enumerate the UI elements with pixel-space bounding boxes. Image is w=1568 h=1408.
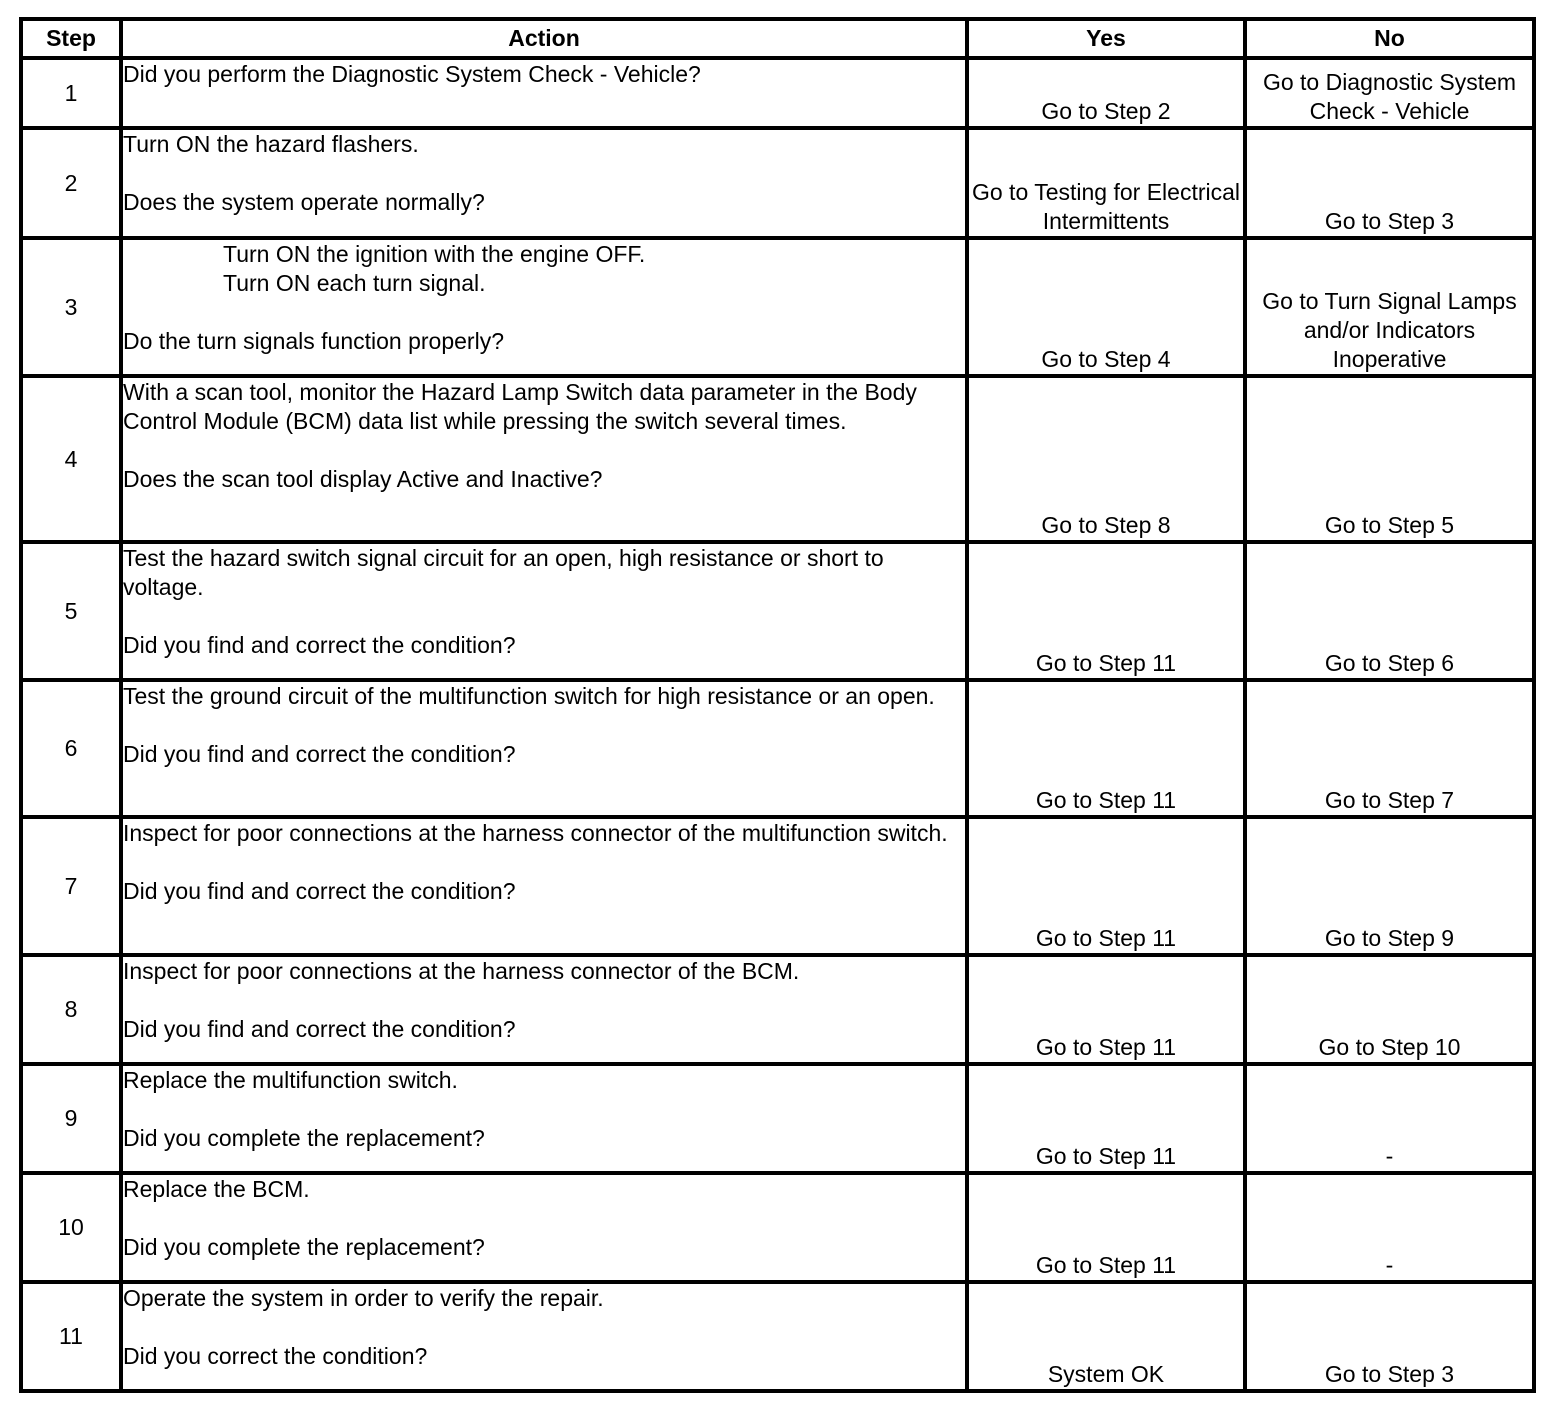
table-row <box>21 1173 1534 1282</box>
action-instruction: Turn ON the hazard flashers. <box>123 131 419 157</box>
action-cell <box>121 542 967 680</box>
yes-cell: Go to Step 4 <box>967 238 1245 376</box>
action-cell <box>121 376 967 542</box>
no-cell: Go to Step 3 <box>1245 1282 1534 1391</box>
action-cell <box>121 238 967 376</box>
yes-cell: Go to Step 11 <box>967 680 1245 817</box>
action-question: Did you find and correct the condition? <box>123 878 516 904</box>
action-cell <box>121 1282 967 1391</box>
table-row <box>21 1282 1534 1391</box>
step-number: 2 <box>21 128 121 238</box>
action-question: Did you complete the replacement? <box>123 1234 485 1260</box>
no-cell: Go to Step 10 <box>1245 955 1534 1064</box>
table-row <box>21 128 1534 238</box>
no-cell: Go to Diagnostic System Check - Vehicle <box>1245 58 1534 128</box>
action-cell <box>121 817 967 955</box>
step-number: 6 <box>21 680 121 817</box>
yes-cell: Go to Step 11 <box>967 1064 1245 1173</box>
action-cell <box>121 128 967 238</box>
step-number: 1 <box>21 58 121 128</box>
action-question: Did you find and correct the condition? <box>123 1016 516 1042</box>
yes-cell: Go to Step 11 <box>967 1173 1245 1282</box>
no-cell: Go to Step 3 <box>1245 128 1534 238</box>
yes-cell: Go to Testing for Electrical Intermittents <box>967 128 1245 238</box>
action-question: Did you complete the replacement? <box>123 1125 485 1151</box>
action-question: Do the turn signals function properly? <box>123 328 504 354</box>
table-row <box>21 376 1534 542</box>
table-row <box>21 542 1534 680</box>
action-instruction: With a scan tool, monitor the Hazard Lamp Switch data parameter in the Body Control Module (BCM) data list while pressing the switch several times. <box>123 379 924 434</box>
table-row <box>21 680 1534 817</box>
yes-cell: Go to Step 11 <box>967 955 1245 1064</box>
action-instruction: Inspect for poor connections at the harness connector of the BCM. <box>123 958 800 984</box>
action-instruction: Inspect for poor connections at the harness connector of the multifunction switch. <box>123 820 948 846</box>
no-cell: - <box>1245 1173 1534 1282</box>
no-cell: Go to Turn Signal Lamps and/or Indicators Inoperative <box>1245 238 1534 376</box>
action-instruction: Test the ground circuit of the multifunction switch for high resistance or an open. <box>123 683 935 709</box>
yes-cell: System OK <box>967 1282 1245 1391</box>
action-instruction: Replace the BCM. <box>123 1176 310 1202</box>
action-instruction: Turn ON the ignition with the engine OFF. <box>223 241 646 267</box>
action-question: Does the scan tool display Active and Inactive? <box>123 466 603 492</box>
yes-cell: Go to Step 11 <box>967 542 1245 680</box>
header-no: No <box>1245 19 1534 58</box>
table-row <box>21 238 1534 376</box>
step-number: 5 <box>21 542 121 680</box>
action-instruction: Turn ON each turn signal. <box>223 270 486 296</box>
step-number: 11 <box>21 1282 121 1391</box>
action-question: Did you find and correct the condition? <box>123 632 516 658</box>
header-step: Step <box>21 19 121 58</box>
action-cell <box>121 955 967 1064</box>
action-cell <box>121 1173 967 1282</box>
action-question: Does the system operate normally? <box>123 189 485 215</box>
no-cell: Go to Step 9 <box>1245 817 1534 955</box>
action-cell <box>121 1064 967 1173</box>
no-cell: Go to Step 5 <box>1245 376 1534 542</box>
step-number: 9 <box>21 1064 121 1173</box>
diagnostic-table <box>19 17 1536 1393</box>
action-question: Did you find and correct the condition? <box>123 741 516 767</box>
step-number: 3 <box>21 238 121 376</box>
yes-cell: Go to Step 8 <box>967 376 1245 542</box>
table-row <box>21 817 1534 955</box>
action-question: Did you perform the Diagnostic System Check - Vehicle? <box>123 61 701 87</box>
no-cell: - <box>1245 1064 1534 1173</box>
action-cell <box>121 58 967 128</box>
step-number: 7 <box>21 817 121 955</box>
yes-cell: Go to Step 11 <box>967 817 1245 955</box>
action-instruction: Test the hazard switch signal circuit for an open, high resistance or short to voltage. <box>123 545 891 600</box>
table-row <box>21 58 1534 128</box>
step-number: 8 <box>21 955 121 1064</box>
no-cell: Go to Step 7 <box>1245 680 1534 817</box>
header-yes: Yes <box>967 19 1245 58</box>
no-cell: Go to Step 6 <box>1245 542 1534 680</box>
yes-cell: Go to Step 2 <box>967 58 1245 128</box>
action-instruction: Operate the system in order to verify the repair. <box>123 1285 604 1311</box>
action-question: Did you correct the condition? <box>123 1343 428 1369</box>
step-number: 4 <box>21 376 121 542</box>
header-row <box>21 19 1534 58</box>
header-action: Action <box>121 19 967 58</box>
table-row <box>21 955 1534 1064</box>
table-row <box>21 1064 1534 1173</box>
step-number: 10 <box>21 1173 121 1282</box>
action-instruction: Replace the multifunction switch. <box>123 1067 458 1093</box>
action-cell <box>121 680 967 817</box>
